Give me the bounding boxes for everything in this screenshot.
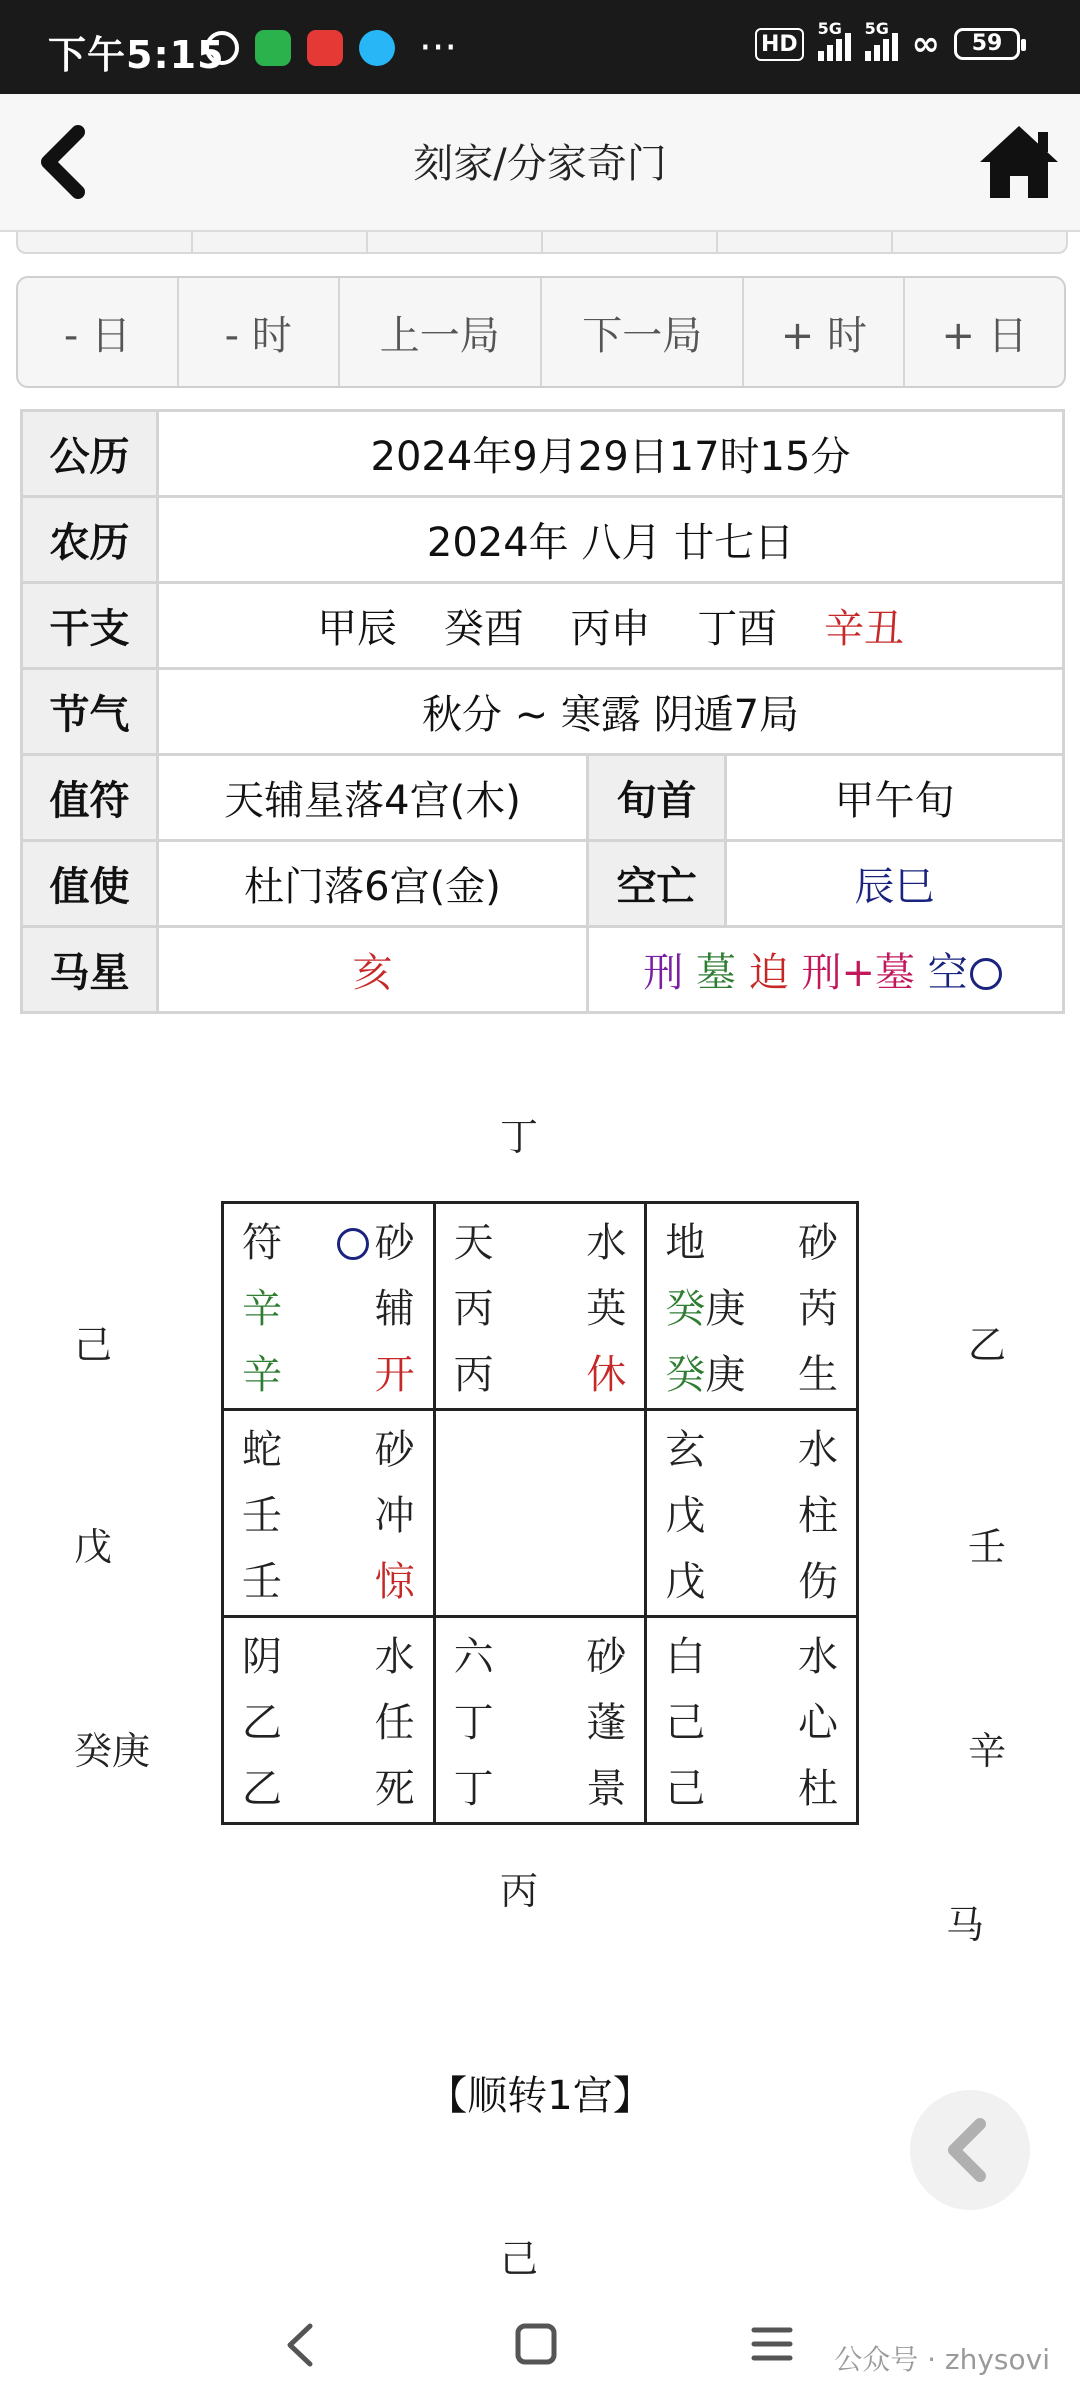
status-bar — [0, 0, 1080, 94]
signal-icon-1: 5G — [818, 27, 851, 61]
gongli-label: 公历 — [22, 411, 158, 497]
ganzhi-extra: 辛丑 — [823, 606, 904, 652]
maxing-label: 马星 — [22, 927, 158, 1013]
table-row — [22, 411, 1064, 497]
kong-circle-icon — [970, 958, 1002, 990]
home-button[interactable] — [976, 122, 1062, 202]
system-home-icon — [514, 2320, 558, 2370]
ganzhi-month: 癸酉 — [443, 606, 524, 652]
app-bar — [0, 94, 1080, 232]
palace-cell[interactable]: 天 水 丙 英 丙 休 — [434, 1203, 646, 1410]
phone-app-icon — [255, 30, 291, 66]
legend-xingmu: 刑+墓 — [801, 950, 915, 996]
board-left-char-2: 戊 — [74, 1525, 113, 1569]
ganzhi-label: 干支 — [22, 583, 158, 669]
news-app-icon — [307, 30, 343, 66]
legend-mu: 墓 — [696, 950, 737, 996]
xunshou-label: 旬首 — [588, 755, 726, 841]
zhishi-value: 杜门落6宫(金) — [158, 841, 588, 927]
system-back-icon — [280, 2320, 320, 2370]
table-row — [22, 841, 1064, 927]
legend-kong: 空 — [927, 950, 968, 996]
ganzhi-year: 甲辰 — [317, 606, 398, 652]
nongli-label: 农历 — [22, 497, 158, 583]
palace-cell[interactable]: 白 水 己 心 己 杜 — [646, 1617, 858, 1824]
legend — [588, 927, 1064, 1013]
info-table — [20, 409, 1065, 1014]
battery-icon: 59 — [954, 28, 1020, 60]
system-menu-icon — [750, 2320, 794, 2370]
legend-po: 迫 — [748, 950, 789, 996]
alarm-icon — [205, 31, 239, 65]
ganzhi-day: 丙申 — [570, 606, 651, 652]
status-time: 下午5:15 — [48, 33, 225, 77]
gongli-value: 2024年9月29日17时15分 — [158, 411, 1064, 497]
table-row — [22, 583, 1064, 669]
system-back-button[interactable] — [280, 2320, 320, 2374]
palace-cell[interactable]: 六 砂 丁 蓬 丁 景 — [434, 1617, 646, 1824]
table-row — [22, 927, 1064, 1013]
xunshou-value: 甲午旬 — [726, 755, 1064, 841]
system-recents-button[interactable] — [750, 2320, 794, 2374]
system-home-button[interactable] — [514, 2320, 558, 2374]
footer-char: 己 — [500, 2237, 539, 2281]
maxing-value: 亥 — [158, 927, 588, 1013]
watermark: 公众号 · zhysovi — [834, 2343, 1050, 2376]
board-bottom-char: 丙 — [500, 1869, 539, 1913]
qimen-grid — [221, 1201, 859, 1825]
nongli-value: 2024年 八月 廿七日 — [158, 497, 1064, 583]
palace-cell-center — [434, 1410, 646, 1617]
palace-cell[interactable]: 玄 水 戊 柱 戊 伤 — [646, 1410, 858, 1617]
jieqi-value: 秋分 ~ 寒露 阴遁7局 — [158, 669, 1064, 755]
minus-hour-button[interactable]: - 时 — [179, 278, 340, 386]
more-notifications-icon: ··· — [419, 25, 458, 71]
board-top-char: 丁 — [500, 1115, 539, 1159]
table-row — [22, 497, 1064, 583]
palace-cell[interactable]: 地 砂 癸庚 芮 癸庚 生 — [646, 1203, 858, 1410]
ganzhi-value — [158, 583, 1064, 669]
plus-day-button[interactable]: + 日 — [941, 312, 1028, 359]
chevron-left-icon — [910, 2090, 1030, 2210]
jieqi-label: 节气 — [22, 669, 158, 755]
status-right — [755, 19, 1020, 64]
horse-mark: 马 — [946, 1903, 985, 1947]
notification-icons — [205, 25, 458, 71]
kong-circle-icon — [337, 1228, 369, 1260]
board-right-char-3: 辛 — [968, 1729, 1007, 1773]
floating-back-button[interactable] — [910, 2090, 1030, 2210]
minus-day-button[interactable]: - 日 — [18, 278, 179, 386]
signal-icon-2: 5G — [865, 27, 898, 61]
board-right-char-1: 乙 — [968, 1323, 1007, 1367]
palace-cell[interactable]: 符 砂 辛 辅 辛 开 — [223, 1203, 435, 1410]
hd-icon: HD — [755, 28, 804, 61]
zhifu-value: 天辅星落4宫(木) — [158, 755, 588, 841]
zhifu-label: 值符 — [22, 755, 158, 841]
table-row — [22, 755, 1064, 841]
ganzhi-hour: 丁酉 — [697, 606, 778, 652]
previous-ju-button[interactable]: 上一局 — [340, 278, 542, 386]
home-icon — [976, 122, 1062, 202]
kongwang-value: 辰巳 — [726, 841, 1064, 927]
plus-hour-button[interactable]: + 时 — [744, 278, 905, 386]
previous-row-strip — [16, 232, 1068, 254]
rotation-label: 【顺转1宫】 — [427, 2073, 653, 2119]
board-right-char-2: 壬 — [968, 1525, 1007, 1569]
navigation-buttons — [16, 276, 1066, 388]
link-icon: ∞ — [911, 24, 940, 64]
browser-app-icon — [359, 30, 395, 66]
next-ju-button[interactable]: 下一局 — [542, 278, 744, 386]
board-left-char-3: 癸庚 — [74, 1729, 151, 1773]
page-title: 刻家/分家奇门 — [413, 141, 667, 187]
table-row — [22, 669, 1064, 755]
legend-xing: 刑 — [643, 950, 684, 996]
palace-cell[interactable]: 阴 水 乙 任 乙 死 — [223, 1617, 435, 1824]
kongwang-label: 空亡 — [588, 841, 726, 927]
board-left-char-1: 己 — [74, 1323, 113, 1367]
zhishi-label: 值使 — [22, 841, 158, 927]
palace-cell[interactable]: 蛇 砂 壬 冲 壬 惊 — [223, 1410, 435, 1617]
